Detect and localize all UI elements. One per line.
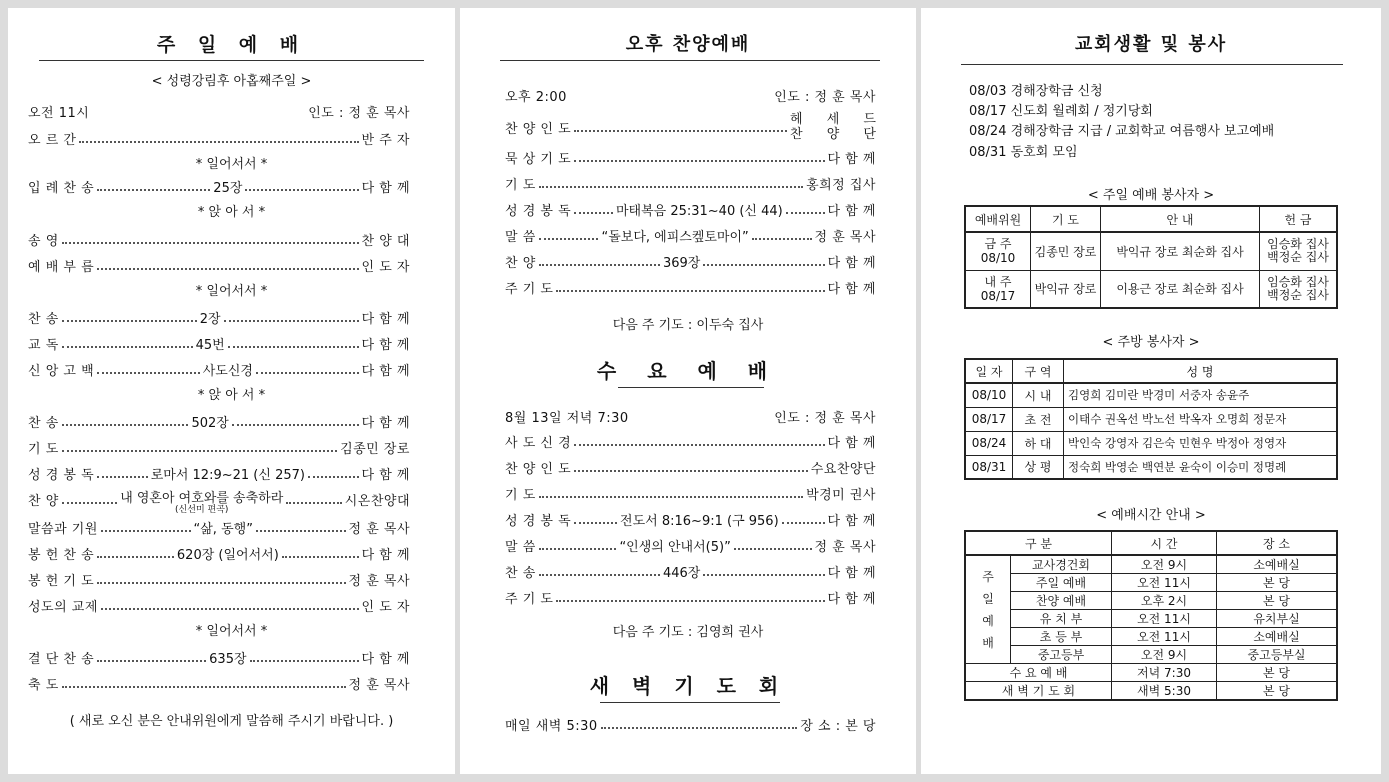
leader-dots bbox=[556, 599, 824, 602]
order-responsible: 수요찬양단 bbox=[810, 461, 876, 477]
order-responsible: 다 함 께 bbox=[361, 467, 410, 483]
church-life-panel bbox=[921, 8, 1381, 774]
leader-dots bbox=[97, 371, 200, 374]
order-row bbox=[28, 304, 410, 330]
leader-dots bbox=[308, 475, 359, 478]
table-row bbox=[965, 270, 1337, 308]
order-label: 성 경 봉 독 bbox=[505, 203, 572, 219]
afternoon-next-prayer: 다음 주 기도 : 이두숙 집사 bbox=[612, 318, 764, 333]
order-detail: 446장 bbox=[662, 565, 701, 581]
time-cell: 오후 2시 bbox=[1112, 592, 1217, 610]
sunday-volunteers-title: < 주일 예배 봉사자 > bbox=[1087, 188, 1215, 203]
kitchen-volunteers-table bbox=[964, 358, 1338, 480]
leader-dots bbox=[62, 685, 346, 688]
leader-dots bbox=[245, 188, 358, 191]
names-cell: 정숙희 박영순 백연분 윤숙이 이승미 정명례 bbox=[1064, 455, 1338, 479]
order-row bbox=[505, 196, 876, 222]
group-cell: 주 일 예 배 bbox=[965, 555, 1011, 664]
event-item: 08/17 신도회 월례회 / 정기당회 bbox=[969, 104, 1153, 119]
order-label: 성 경 봉 독 bbox=[505, 513, 572, 529]
wednesday-next-prayer: 다음 주 기도 : 김영희 권사 bbox=[612, 625, 764, 640]
leader-dots bbox=[97, 188, 210, 191]
order-label: 묵 상 기 도 bbox=[505, 151, 572, 167]
order-label: 축 도 bbox=[28, 677, 59, 693]
table-header: 구 분 bbox=[965, 531, 1112, 555]
service-cell: 유 치 부 bbox=[1011, 610, 1112, 628]
district-cell: 하 대 bbox=[1013, 431, 1064, 455]
prayer-cell: 박익규 장로 bbox=[1031, 270, 1101, 308]
order-responsible: 다 함 께 bbox=[827, 255, 877, 271]
service-cell: 수 요 예 배 bbox=[965, 664, 1112, 682]
leader-dots bbox=[97, 475, 148, 478]
order-responsible: 다 함 께 bbox=[827, 435, 876, 451]
leader-dots bbox=[101, 607, 359, 610]
order-row bbox=[28, 540, 410, 566]
order-label: 말 씀 bbox=[505, 539, 536, 555]
week-cell: 내 주 08/17 bbox=[965, 270, 1031, 308]
leader-dots bbox=[250, 659, 359, 662]
afternoon-worship-title: 오후 찬양예배 bbox=[625, 34, 751, 55]
prayer-cell: 김종민 장로 bbox=[1031, 232, 1101, 270]
order-detail: 전도서 8:16~9:1 (구 956) bbox=[620, 513, 779, 529]
order-detail: 로마서 12:9~21 (신 257) bbox=[150, 467, 305, 483]
leader-dots bbox=[601, 726, 798, 729]
order-responsible: 정 훈 목사 bbox=[814, 229, 877, 245]
leader-dots bbox=[97, 659, 206, 662]
service-cell: 교사경건회 bbox=[1011, 555, 1112, 574]
posture-cue: * 앉 아 서 * bbox=[197, 388, 266, 403]
leader-dots bbox=[734, 547, 812, 550]
order-responsible: 시온찬양대 bbox=[344, 493, 411, 509]
order-row bbox=[505, 558, 876, 584]
table-header: 시 간 bbox=[1112, 531, 1217, 555]
time-cell: 오전 11시 bbox=[1112, 628, 1217, 646]
order-responsible: 인 도 자 bbox=[361, 599, 410, 615]
place-cell: 본 당 bbox=[1217, 574, 1338, 592]
leader-dots bbox=[539, 185, 803, 188]
place-cell: 소예배실 bbox=[1217, 628, 1338, 646]
service-time-row bbox=[28, 98, 410, 124]
leader-dots bbox=[97, 581, 345, 584]
order-row bbox=[28, 514, 410, 540]
order-responsible: 다 함 께 bbox=[827, 591, 876, 607]
time-cell: 오전 9시 bbox=[1112, 555, 1217, 574]
time-cell: 오전 9시 bbox=[1112, 646, 1217, 664]
table-row bbox=[965, 431, 1337, 455]
order-row bbox=[505, 480, 876, 506]
leader-dots bbox=[752, 237, 812, 240]
time-cell: 저녁 7:30 bbox=[1112, 664, 1217, 682]
table-row bbox=[965, 455, 1337, 479]
leader-dots bbox=[539, 547, 617, 550]
order-row bbox=[505, 274, 876, 300]
order-row bbox=[28, 670, 410, 696]
order-row bbox=[505, 170, 876, 196]
table-row bbox=[965, 592, 1337, 610]
order-label: 교 독 bbox=[28, 337, 59, 353]
order-row bbox=[28, 125, 410, 151]
event-item: 08/03 경해장학금 신청 bbox=[969, 84, 1103, 99]
title-rule bbox=[500, 60, 880, 61]
leader-dots bbox=[782, 521, 825, 524]
title-rule bbox=[600, 702, 780, 703]
leader-dots bbox=[539, 573, 660, 576]
afternoon-leader: 인도 : 정 훈 목사 bbox=[774, 89, 876, 105]
service-time: 오전 11시 bbox=[28, 105, 90, 121]
order-row bbox=[28, 434, 410, 460]
order-row bbox=[505, 454, 876, 480]
event-item: 08/24 경해장학금 지급 / 교회학교 여름행사 보고예배 bbox=[969, 124, 1275, 139]
table-row bbox=[965, 383, 1337, 407]
date-cell: 08/10 bbox=[965, 383, 1013, 407]
table-header: 예배위원 bbox=[965, 206, 1031, 232]
leader-dots bbox=[224, 319, 359, 322]
table-header: 장 소 bbox=[1217, 531, 1338, 555]
posture-cue: * 일어서서 * bbox=[195, 284, 268, 299]
order-detail-note: (신선미 편곡) bbox=[175, 505, 229, 515]
table-header: 구 역 bbox=[1013, 359, 1064, 383]
liturgical-subtitle: < 성령강림후 아홉째주일 > bbox=[151, 74, 312, 89]
dawn-prayer-row bbox=[505, 711, 876, 737]
leader-dots bbox=[79, 140, 358, 143]
title-rule bbox=[618, 387, 764, 388]
service-leader: 인도 : 정 훈 목사 bbox=[308, 105, 410, 121]
leader-dots bbox=[786, 211, 825, 214]
order-label: 성 경 봉 독 bbox=[28, 467, 95, 483]
order-responsible: 박경미 권사 bbox=[806, 487, 876, 503]
order-responsible: 찬 양 대 bbox=[361, 233, 410, 249]
sunday-worship-panel bbox=[8, 8, 455, 774]
order-responsible: 다 함 께 bbox=[827, 203, 876, 219]
order-responsible: 다 함 께 bbox=[361, 547, 411, 563]
order-label: 찬 송 bbox=[28, 415, 59, 431]
order-responsible: 다 함 께 bbox=[361, 651, 410, 667]
leader-dots bbox=[574, 211, 613, 214]
district-cell: 초 전 bbox=[1013, 407, 1064, 431]
sunday-worship-title: 주 일 예 배 bbox=[156, 34, 307, 56]
service-cell: 중고등부 bbox=[1011, 646, 1112, 664]
time-cell: 오전 11시 bbox=[1112, 574, 1217, 592]
order-row bbox=[28, 226, 410, 252]
order-detail: 2장 bbox=[199, 311, 221, 327]
week-cell: 금 주 08/10 bbox=[965, 232, 1031, 270]
order-label: 송 영 bbox=[28, 233, 59, 249]
wednesday-time-row bbox=[505, 403, 876, 429]
service-cell: 찬양 예배 bbox=[1011, 592, 1112, 610]
title-rule bbox=[39, 60, 424, 61]
posture-cue: * 일어서서 * bbox=[195, 157, 268, 172]
table-row bbox=[965, 628, 1337, 646]
service-cell: 주일 예배 bbox=[1011, 574, 1112, 592]
order-detail: 369장 bbox=[662, 255, 701, 271]
order-label: 봉 헌 찬 송 bbox=[28, 547, 95, 563]
leader-dots bbox=[539, 237, 599, 240]
district-cell: 상 평 bbox=[1013, 455, 1064, 479]
usher-cell: 이용근 장로 최순화 집사 bbox=[1101, 270, 1260, 308]
order-responsible: 정 훈 목사 bbox=[348, 573, 410, 589]
order-label: 찬 양 bbox=[28, 493, 59, 509]
dawn-prayer-title: 새 벽 기 도 회 bbox=[589, 674, 787, 698]
order-label: 찬 양 bbox=[505, 255, 536, 271]
posture-cue: * 앉 아 서 * bbox=[197, 205, 266, 220]
leader-dots bbox=[703, 263, 824, 266]
leader-dots bbox=[62, 241, 359, 244]
service-cell: 초 등 부 bbox=[1011, 628, 1112, 646]
leader-dots bbox=[256, 371, 359, 374]
kitchen-volunteers-title: < 주방 봉사자 > bbox=[1102, 335, 1200, 350]
leader-dots bbox=[574, 129, 787, 132]
order-responsible: 다 함 께 bbox=[827, 151, 876, 167]
leader-dots bbox=[539, 263, 660, 266]
order-row bbox=[28, 356, 410, 382]
leader-dots bbox=[703, 573, 824, 576]
order-label: 결 단 찬 송 bbox=[28, 651, 95, 667]
table-row bbox=[965, 664, 1337, 682]
order-row bbox=[505, 112, 886, 142]
order-detail: “삶, 동행” bbox=[193, 521, 253, 537]
event-item: 08/31 동호회 모임 bbox=[969, 145, 1078, 160]
place-cell: 본 당 bbox=[1217, 682, 1338, 701]
order-row bbox=[28, 408, 410, 434]
afternoon-wednesday-panel bbox=[460, 8, 916, 774]
wednesday-worship-title: 수 요 예 배 bbox=[596, 359, 780, 383]
leader-dots bbox=[574, 159, 824, 162]
order-detail: 45번 bbox=[195, 337, 225, 353]
order-responsible: 인 도 자 bbox=[361, 259, 410, 275]
title-rule bbox=[961, 64, 1343, 65]
table-row bbox=[965, 610, 1337, 628]
order-detail: 620장 (일어서서) bbox=[176, 547, 279, 563]
date-cell: 08/17 bbox=[965, 407, 1013, 431]
table-header: 일 자 bbox=[965, 359, 1013, 383]
leader-dots bbox=[574, 469, 808, 472]
order-row bbox=[505, 584, 876, 610]
place-cell: 유치부실 bbox=[1217, 610, 1338, 628]
church-life-title: 교회생활 및 봉사 bbox=[1074, 34, 1228, 55]
order-row bbox=[28, 592, 410, 618]
date-cell: 08/24 bbox=[965, 431, 1013, 455]
order-detail: “인생의 안내서(5)” bbox=[619, 539, 731, 555]
table-row bbox=[965, 407, 1337, 431]
order-detail: 사도신경 bbox=[202, 363, 253, 379]
order-label: 말씀과 기원 bbox=[28, 521, 98, 537]
order-label: 주 기 도 bbox=[505, 591, 554, 607]
table-row bbox=[965, 574, 1337, 592]
order-label: 찬 양 인 도 bbox=[505, 121, 572, 137]
newcomer-note: ( 새로 오신 분은 안내위원에게 말씀해 주시기 바랍니다. ) bbox=[69, 714, 394, 729]
order-row bbox=[505, 222, 876, 248]
order-label: 주 기 도 bbox=[505, 281, 554, 297]
order-responsible: 반 주 자 bbox=[361, 132, 410, 148]
order-row bbox=[28, 460, 410, 486]
order-responsible: 다 함 께 bbox=[827, 281, 876, 297]
table-row bbox=[965, 555, 1337, 574]
sunday-volunteers-table bbox=[964, 205, 1338, 309]
order-row bbox=[505, 144, 876, 170]
date-cell: 08/31 bbox=[965, 455, 1013, 479]
order-label: 기 도 bbox=[28, 441, 59, 457]
order-detail: 마태복음 25:31~40 (신 44) bbox=[615, 203, 783, 219]
order-responsible: 홍희정 집사 bbox=[806, 177, 876, 193]
order-responsible: 다 함 께 bbox=[361, 363, 411, 379]
order-row bbox=[505, 428, 876, 454]
order-row bbox=[28, 330, 410, 356]
order-responsible: 다 함 께 bbox=[827, 565, 877, 581]
worship-times-table bbox=[964, 530, 1338, 701]
table-header: 성 명 bbox=[1064, 359, 1338, 383]
order-label: 사 도 신 경 bbox=[505, 435, 572, 451]
offering-cell: 임승화 집사 백정순 집사 bbox=[1260, 270, 1338, 308]
names-cell: 김영희 김미란 박경미 서중자 송윤주 bbox=[1064, 383, 1338, 407]
leader-dots bbox=[256, 529, 346, 532]
order-detail: 502장 bbox=[191, 415, 229, 431]
order-row bbox=[28, 486, 411, 515]
usher-cell: 박익규 장로 최순화 집사 bbox=[1101, 232, 1260, 270]
order-responsible: 다 함 께 bbox=[361, 311, 411, 327]
order-label: 봉 헌 기 도 bbox=[28, 573, 95, 589]
order-row bbox=[505, 248, 876, 274]
leader-dots bbox=[62, 449, 337, 452]
leader-dots bbox=[286, 501, 341, 504]
order-label: 찬 양 인 도 bbox=[505, 461, 572, 477]
wednesday-time: 8월 13일 저녁 7:30 bbox=[505, 410, 629, 426]
place-cell: 본 당 bbox=[1217, 664, 1338, 682]
order-responsible: 헤 세 드 찬 양 단 bbox=[790, 112, 886, 142]
order-responsible: 김종민 장로 bbox=[340, 441, 410, 457]
wednesday-leader: 인도 : 정 훈 목사 bbox=[774, 410, 876, 426]
leader-dots bbox=[556, 289, 824, 292]
order-row bbox=[28, 173, 410, 199]
leader-dots bbox=[62, 501, 117, 504]
worship-times-title: < 예배시간 안내 > bbox=[1096, 508, 1206, 523]
order-responsible: 다 함 께 bbox=[361, 337, 410, 353]
order-row bbox=[28, 644, 410, 670]
leader-dots bbox=[282, 555, 359, 558]
leader-dots bbox=[62, 345, 193, 348]
leader-dots bbox=[97, 555, 174, 558]
order-responsible: 다 함 께 bbox=[361, 415, 411, 431]
place-cell: 중고등부실 bbox=[1217, 646, 1338, 664]
leader-dots bbox=[228, 345, 359, 348]
order-label: 예 배 부 름 bbox=[28, 259, 95, 275]
order-label: 찬 송 bbox=[28, 311, 59, 327]
order-label: 입 례 찬 송 bbox=[28, 180, 95, 196]
leader-dots bbox=[97, 267, 358, 270]
table-header: 헌 금 bbox=[1260, 206, 1338, 232]
dawn-time: 매일 새벽 5:30 bbox=[505, 718, 598, 734]
table-row bbox=[965, 646, 1337, 664]
order-responsible: 다 함 께 bbox=[361, 180, 411, 196]
afternoon-time: 오후 2:00 bbox=[505, 89, 567, 105]
names-cell: 박인숙 강영자 김은숙 민현우 박정아 정영자 bbox=[1064, 431, 1338, 455]
order-row bbox=[505, 506, 876, 532]
posture-cue: * 일어서서 * bbox=[195, 624, 268, 639]
service-cell: 새 벽 기 도 회 bbox=[965, 682, 1112, 701]
order-label: 기 도 bbox=[505, 177, 536, 193]
leader-dots bbox=[62, 423, 189, 426]
order-detail: 635장 bbox=[209, 651, 247, 667]
table-header: 안 내 bbox=[1101, 206, 1260, 232]
leader-dots bbox=[574, 443, 824, 446]
afternoon-time-row bbox=[505, 82, 876, 108]
order-label: 찬 송 bbox=[505, 565, 536, 581]
dawn-place: 장 소 : 본 당 bbox=[800, 718, 876, 734]
table-row bbox=[965, 682, 1337, 701]
leader-dots bbox=[539, 495, 803, 498]
order-label: 기 도 bbox=[505, 487, 536, 503]
order-label: 오 르 간 bbox=[28, 132, 77, 148]
order-detail bbox=[120, 487, 283, 515]
order-label: 말 씀 bbox=[505, 229, 536, 245]
order-detail: 25장 bbox=[213, 180, 243, 196]
order-responsible: 정 훈 목사 bbox=[348, 677, 410, 693]
order-detail-text: 내 영혼아 여호와를 송축하라 bbox=[120, 491, 284, 506]
order-row bbox=[505, 532, 876, 558]
table-row bbox=[965, 232, 1337, 270]
time-cell: 새벽 5:30 bbox=[1112, 682, 1217, 701]
leader-dots bbox=[574, 521, 617, 524]
leader-dots bbox=[232, 423, 359, 426]
district-cell: 시 내 bbox=[1013, 383, 1064, 407]
place-cell: 본 당 bbox=[1217, 592, 1338, 610]
order-responsible: 정 훈 목사 bbox=[814, 539, 876, 555]
place-cell: 소예배실 bbox=[1217, 555, 1338, 574]
order-label: 성도의 교제 bbox=[28, 599, 98, 615]
leader-dots bbox=[101, 529, 191, 532]
order-responsible: 정 훈 목사 bbox=[348, 521, 411, 537]
order-row bbox=[28, 252, 410, 278]
order-row bbox=[28, 566, 410, 592]
order-responsible: 다 함 께 bbox=[827, 513, 876, 529]
time-cell: 오전 11시 bbox=[1112, 610, 1217, 628]
order-label: 신 앙 고 백 bbox=[28, 363, 95, 379]
leader-dots bbox=[62, 319, 197, 322]
names-cell: 이태수 권옥선 박노선 박옥자 오명희 정문자 bbox=[1064, 407, 1338, 431]
offering-cell: 임승화 집사 백정순 집사 bbox=[1260, 232, 1338, 270]
order-detail: “돌보다, 에피스켚토마이” bbox=[601, 229, 749, 245]
table-header: 기 도 bbox=[1031, 206, 1101, 232]
